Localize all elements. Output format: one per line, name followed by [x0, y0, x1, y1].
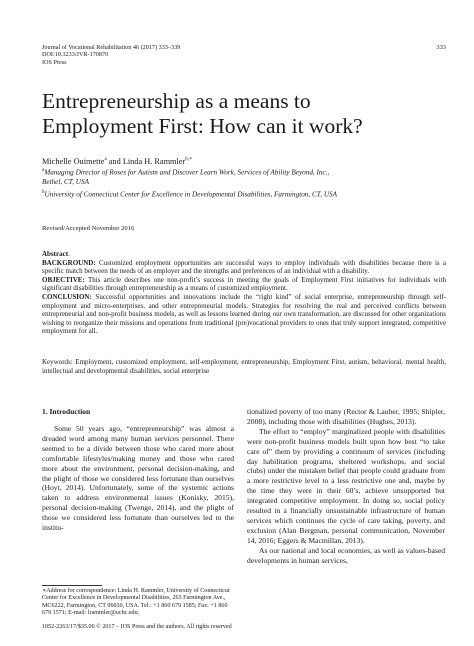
abstract-heading-label: Abstract	[42, 250, 69, 258]
abstract-label: CONCLUSION:	[42, 292, 92, 301]
keywords: Keywords: Employment, customized employment, self-employment, entrepreneurship, Employment First, autism, behavioral, mental health, intellectual and developmental disabilities, social enterprise	[42, 358, 446, 375]
body-column-left	[42, 424, 234, 533]
abstract-objective	[42, 276, 446, 293]
abstract-text: Customized employment opportunities are successful ways to employ individuals with disabilities because there is a specific match between the needs of an employer and the strengths and preferences of an individual with a disability.	[42, 258, 446, 276]
journal-header	[42, 44, 446, 66]
article-title	[42, 89, 442, 139]
abstract-heading	[42, 250, 446, 259]
body-paragraph: Some 50 years ago, “entrepreneurship” was almost a dreaded word among many human services personnel. There seemed to be a divide between those who cared more about comfortable lifestyles/making money and those who cared more about the environment, personal decision-making, and the plight of those we considered less fortunate than ourselves (Hoyt, 2014). Unfortunately, some of the systemic actions taken to address environmental issues (Konisky, 2015), personal decision-making (Twenge, 2014), and the plight of those we considered less fortunate than ourselves led to the institu-	[42, 424, 234, 533]
publisher: IOS Press	[42, 58, 67, 66]
footnote-divider	[42, 585, 102, 586]
affiliation-mark: b	[42, 190, 45, 195]
abstract-background	[42, 259, 446, 276]
abstract-text: This article describes one non-profit’s success in meeting the goals of Employment First initiatives for individuals with significant disabilities through entrepreneurship as a means of customized employment.	[42, 275, 446, 293]
abstract-label: OBJECTIVE:	[42, 275, 85, 284]
doi: DOI:10.3233/JVR-170870	[42, 51, 109, 59]
author-affiliation-mark: a	[104, 157, 107, 162]
journal-citation: Journal of Vocational Rehabilitation 46 (2017) 333–339	[42, 44, 181, 51]
page-number: 333	[436, 44, 446, 51]
author-conjunction: and	[106, 156, 123, 166]
body-paragraph: As our national and local economies, as well as values-based developments in human services,	[247, 545, 445, 565]
abstract-conclusion	[42, 293, 446, 336]
body-column-right	[247, 407, 445, 566]
section-heading: 1. Introduction	[42, 407, 91, 416]
affiliation-b	[42, 188, 446, 200]
affiliation-text: University of Connecticut Center for Excellence in Developmental Disabilities, Farmington, CT, USA	[44, 190, 338, 199]
affiliation-text: Managing Director of Roses for Autism and Discover Learn Work, Services of Ability Beyond, Inc.,	[44, 168, 330, 177]
author-name: Linda H. Rammler	[122, 156, 186, 166]
abstract-label: BACKGROUND:	[42, 258, 96, 267]
title-line-2: Employment First: How can it work?	[42, 114, 363, 138]
body-paragraph: The effort to “employ” marginalized people with disabilities were non-profit business models built upon how best “to take care of” them by providing a continuum of services (including day habilitation programs, sheltered workshops, and social clubs) under the mistaken belief that people could graduate from a more restrictive level to a less restrictive one and, maybe by the time they were in their 60’s, achieve unsupported but integrated competitive employment. In doing so, social policy resulted in a financially unsustainable infrastructure of human services which continues the cycle of care taking, poverty, and exclusion (Alan Bergman, personal communication, November 14, 2016; Eggers & Macmillan, 2013).	[247, 426, 445, 545]
abstract	[42, 250, 446, 336]
footnote-text: ∗Address for correspondence: Linda H. Rammler, University of Connecticut Center for Excellence in Developmental Disabilities, 263 Farmington Ave., MC6222, Farmington, CT 06030, USA. Tel.: +1 860 679 1585; Fax: +1 860 679 1571; E-mail: lrammler@uchc.edu.	[42, 588, 230, 617]
copyright-footer: 1052-2263/17/$35.00 © 2017 – IOS Press and the authors. All rights reserved	[42, 624, 232, 630]
received-date: Revised/Accepted November 2016	[42, 225, 135, 232]
affiliation-mark: a	[42, 168, 45, 173]
author-name: Michelle Ouimette	[42, 156, 105, 166]
abstract-heading-punct: .	[68, 250, 70, 258]
correspondence-footnote	[42, 588, 234, 618]
author-affiliation-mark: b,∗	[185, 157, 193, 162]
title-line-1: Entrepreneurship as a means to	[42, 89, 311, 113]
affiliation-a	[42, 166, 446, 188]
author-list	[42, 154, 446, 167]
abstract-text: Successful opportunities and innovations include the “right kind” of social enterprise, entrepreneurship through self-employment and micro-enterprises, and other entrepreneurial models. Strategies for resolving the real and perceived conflicts between entrepreneurial and non-profit business models, as well as lessons learned during our own transformation, are discussed for other organizations wishing to reorganize their missions and operations from traditional (pre)vocational providers to ones that truly support integrated, competitive employment for all.	[42, 292, 446, 336]
affiliation-text: Bethel, CT, USA	[42, 177, 89, 186]
body-paragraph: tionalized poverty of too many (Rector & Lauber, 1995; Shipler, 2008), including those with disabilities (Hughes, 2013).	[247, 407, 445, 426]
